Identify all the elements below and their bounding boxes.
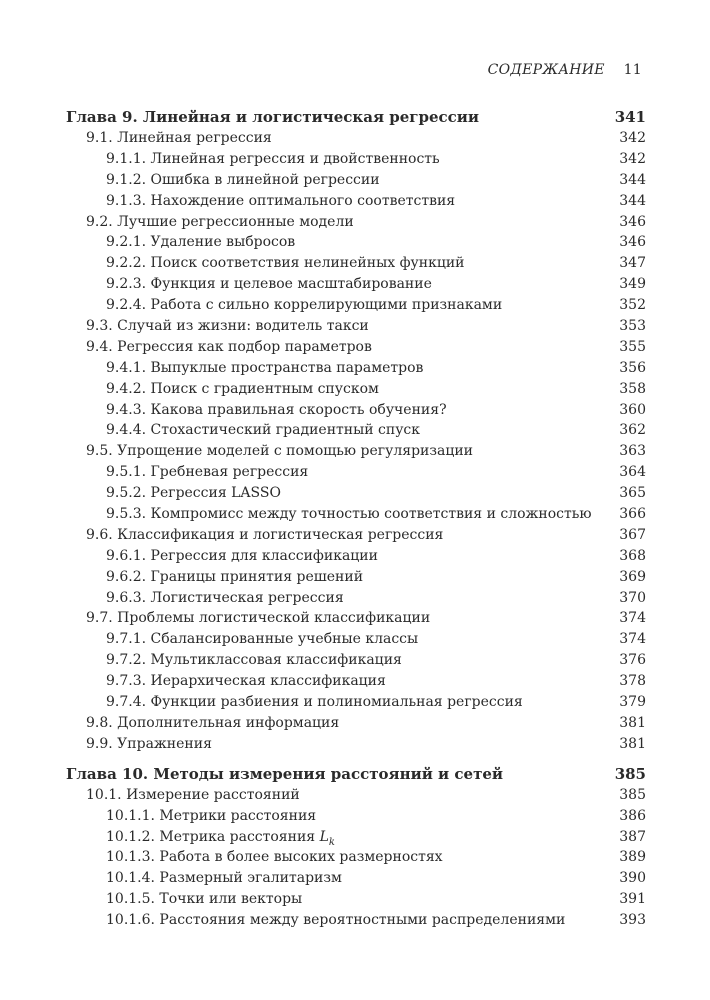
toc-subsection [66,827,646,848]
toc-subsection [66,400,646,421]
toc-page-number: 365 [619,485,646,502]
toc-entry-title: 10.1.3. Работа в более высоких размерностях [106,849,443,866]
toc-chapter [66,763,646,785]
toc-subsection [66,567,646,588]
toc-entry-title: 9.4.3. Какова правильная скорость обучения? [106,401,447,418]
toc-entry-title: 9.4.1. Выпуклые пространства параметров [106,359,424,376]
toc-subsection [66,910,646,931]
toc-page-number: 360 [619,401,646,418]
toc-page-number: 376 [619,652,646,669]
toc-entry-title: 9.4. Регрессия как подбор параметров [86,338,372,355]
toc-subsection [66,420,646,441]
toc-subsection [66,483,646,504]
toc-page-number: 379 [619,694,646,711]
toc-page-number: 391 [619,891,646,908]
toc-page-number: 341 [614,108,646,126]
toc-entry-title: 9.7.2. Мультиклассовая классификация [106,652,402,669]
toc-page-number: 385 [619,786,646,803]
running-header [488,62,642,78]
toc-entry-title: 10.1.6. Расстояния между вероятностными распределениями [106,912,566,929]
toc-section [66,608,646,629]
toc-subsection [66,358,646,379]
toc-entry-title: Глава 10. Методы измерения расстояний и сетей [66,764,504,783]
toc-subsection [66,806,646,827]
header-page-number: 11 [623,62,642,78]
toc-chapter [66,106,646,128]
toc-entry-title: 9.2. Лучшие регрессионные модели [86,213,354,230]
toc-entry-title: 9.1.2. Ошибка в линейной регрессии [106,171,380,188]
table-of-contents [66,106,646,931]
toc-subsection [66,504,646,525]
toc-page-number: 346 [619,234,646,251]
toc-page-number: 369 [619,568,646,585]
toc-subsection [66,847,646,868]
toc-entry-title: 10.1.1. Метрики расстояния [106,807,317,824]
toc-subsection [66,232,646,253]
toc-page-number: 393 [619,912,646,929]
toc-page-number: 368 [619,547,646,564]
toc-subsection [66,170,646,191]
toc-page-number: 389 [619,849,646,866]
toc-entry-title: 9.1. Линейная регрессия [86,130,272,146]
toc-page-number: 378 [619,673,646,690]
toc-entry-title: 9.5.1. Гребневая регрессия [106,464,309,481]
toc-entry-title: 10.1.4. Размерный эгалитаризм [106,870,342,887]
toc-subsection [66,629,646,650]
toc-subsection [66,295,646,316]
toc-section [66,734,646,755]
toc-entry-title: 9.3. Случай из жизни: водитель такси [86,318,369,335]
toc-entry-title: 9.1.1. Линейная регрессия и двойственность [106,150,440,167]
toc-entry-title: 9.2.4. Работа с сильно коррелирующими признаками [106,297,503,314]
toc-entry-title: 10.1. Измерение расстояний [86,786,300,803]
toc-subsection [66,588,646,609]
toc-page-number: 366 [619,506,646,523]
toc-entry-title: 9.5.3. Компромисс между точностью соответствия и сложностью [106,506,592,523]
toc-subsection [66,671,646,692]
toc-entry-title: 10.1.2. Метрика расстояния $L_k$ [106,828,335,848]
toc-section [66,785,646,806]
toc-subsection [66,868,646,889]
header-title: СОДЕРЖАНИЕ [487,62,605,78]
toc-subsection [66,650,646,671]
toc-page-number: 355 [619,338,646,355]
toc-entry-title: 10.1.5. Точки или векторы [106,891,303,908]
toc-page-number: 363 [619,443,646,460]
toc-entry-title: 9.7.1. Сбалансированные учебные классы [106,631,419,648]
toc-subsection [66,149,646,170]
toc-entry-title: 9.2.1. Удаление выбросов [106,234,296,251]
toc-entry-title: 9.4.2. Поиск с градиентным спуском [106,380,379,397]
toc-page-number: 358 [619,380,646,397]
toc-page-number: 356 [619,359,646,376]
toc-section [66,525,646,546]
toc-subsection [66,253,646,274]
toc-page-number: 387 [619,828,646,845]
toc-entry-title: 9.4.4. Стохастический градиентный спуск [106,422,421,439]
toc-entry-title: Глава 9. Линейная и логистическая регрессии [66,108,480,126]
toc-section [66,316,646,337]
toc-page-number: 385 [614,764,646,783]
toc-entry-title: 9.2.2. Поиск соответствия нелинейных функций [106,255,465,272]
toc-page-number: 346 [619,213,646,230]
toc-section [66,441,646,462]
toc-entry-title: 9.6. Классификация и логистическая регрессия [86,526,444,543]
toc-entry-title: 9.8. Дополнительная информация [86,714,340,731]
toc-page-number: 370 [619,589,646,606]
toc-page-number: 364 [619,464,646,481]
toc-page-number: 344 [619,192,646,209]
toc-page-number: 381 [619,714,646,731]
toc-entry-title: 9.2.3. Функция и целевое масштабирование [106,276,432,293]
toc-subsection [66,191,646,212]
toc-page-number: 362 [619,422,646,439]
toc-entry-title: 9.7.4. Функции разбиения и полиномиальная регрессия [106,694,523,711]
toc-subsection [66,379,646,400]
toc-page-number: 344 [619,171,646,188]
toc-entry-title: 9.6.2. Границы принятия решений [106,568,364,585]
toc-section [66,128,646,149]
toc-entry-title: 9.1.3. Нахождение оптимального соответствия [106,192,456,209]
toc-page-number: 367 [619,526,646,543]
toc-subsection [66,889,646,910]
toc-subsection [66,462,646,483]
toc-entry-title: 9.5. Упрощение моделей с помощью регуляризации [86,443,474,460]
toc-page-number: 349 [619,276,646,293]
subscript: k [328,836,335,848]
toc-entry-title: 9.9. Упражнения [86,735,212,752]
toc-page-number: 386 [619,807,646,824]
toc-entry-title: 9.7. Проблемы логистической классификации [86,610,431,627]
toc-page-number: 353 [619,318,646,335]
toc-entry-title: 9.5.2. Регрессия LASSO [106,485,281,502]
toc-entry-title: 9.7.3. Иерархическая классификация [106,673,386,690]
toc-page-number: 347 [619,255,646,272]
toc-page-number: 374 [619,610,646,627]
toc-section [66,337,646,358]
toc-subsection [66,274,646,295]
toc-section [66,212,646,233]
toc-section [66,713,646,734]
toc-page-number: 374 [619,631,646,648]
toc-page-number: 390 [619,870,646,887]
toc-page-number: 381 [619,735,646,752]
toc-subsection [66,546,646,567]
toc-subsection [66,692,646,713]
toc-entry-title: 9.6.1. Регрессия для классификации [106,547,378,564]
toc-entry-title: 9.6.3. Логистическая регрессия [106,589,344,606]
toc-page-number: 352 [619,297,646,314]
toc-page-number: 342 [619,130,646,146]
toc-page-number: 342 [619,150,646,167]
